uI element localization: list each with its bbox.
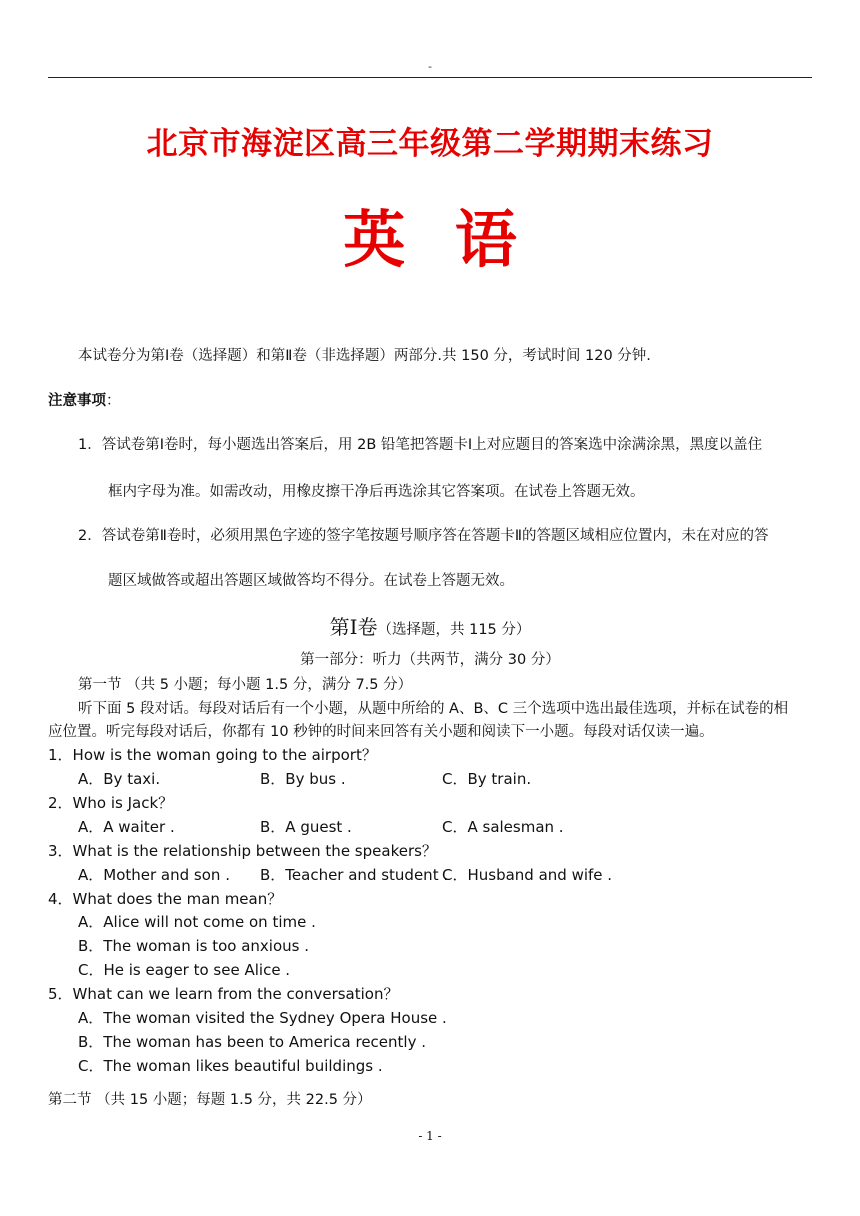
question-2-option-b: B．A guest . <box>260 818 352 836</box>
question-4-option-a: A．Alice will not come on time . <box>78 913 316 931</box>
exam-title: 北京市海淀区高三年级第二学期期末练习 <box>146 126 714 162</box>
volume-sub: （选择题，共 115 分） <box>377 622 531 638</box>
volume-main: 第Ⅰ卷 <box>329 615 378 639</box>
question-5: 5．What can we learn from the conversation？ <box>48 985 399 1003</box>
question-2-option-a: A．A waiter . <box>78 818 175 836</box>
question-4: 4．What does the man mean？ <box>48 890 283 908</box>
question-3: 3．What is the relationship between the speakers？ <box>48 842 437 860</box>
question-4-option-b: B．The woman is too anxious . <box>78 937 310 955</box>
notice-heading: 注意事项 <box>48 393 106 409</box>
question-3-option-c: C．Husband and wife . <box>442 866 613 884</box>
question-2: 2．Who is Jack？ <box>48 794 174 812</box>
question-4-option-c: C．He is eager to see Alice . <box>78 961 291 979</box>
section-1-instruction-line-2: 应位置。听完每段对话后，你都有 10 秒钟的时间来回答有关小题和阅读下一小题。每段对话仅读一遍。 <box>48 724 714 740</box>
notice-item-1-line-2: 框内字母为准。如需改动，用橡皮擦干净后再选涂其它答案项。在试卷上答题无效。 <box>108 484 645 500</box>
question-5-option-c: C．The woman likes beautiful buildings . <box>78 1057 383 1075</box>
notice-item-1-line-1: 1．答试卷第Ⅰ卷时，每小题选出答案后，用 2B 铅笔把答题卡Ⅰ上对应题目的答案选中涂满涂黑，黑度以盖住 <box>78 437 763 453</box>
notice-item-2-line-1: 2．答试卷第Ⅱ卷时，必须用黑色字迹的签字笔按题号顺序答在答题卡Ⅱ的答题区域相应位置内，未在对应的答 <box>78 528 769 544</box>
exam-subject: 英 语 <box>343 203 517 276</box>
question-2-option-c: C．A salesman . <box>442 818 564 836</box>
volume-title <box>0 611 860 640</box>
question-3-option-b: B．Teacher and student . <box>260 866 449 884</box>
question-3-option-a: A．Mother and son . <box>78 866 230 884</box>
question-1: 1．How is the woman going to the airport？ <box>48 746 377 764</box>
header-rule <box>48 77 812 78</box>
question-1-option-a: A．By taxi. <box>78 770 161 788</box>
question-1-option-c: C．By train. <box>442 770 532 788</box>
question-5-option-b: B．The woman has been to America recently . <box>78 1033 426 1051</box>
notice-item-2-line-2: 题区域做答或超出答题区域做答均不得分。在试卷上答题无效。 <box>108 573 514 589</box>
question-5-option-a: A．The woman visited the Sydney Opera House . <box>78 1009 447 1027</box>
section-1-instruction-line-1: 听下面 5 段对话。每段对话后有一个小题，从题中所给的 A、B、C 三个选项中选出最佳选项，并标在试卷的相 <box>78 701 789 717</box>
notice-heading-line <box>48 389 121 410</box>
intro-text: 本试卷分为第Ⅰ卷（选择题）和第Ⅱ卷（非选择题）两部分.共 150 分，考试时间 120 分钟. <box>78 348 651 364</box>
part-title: 第一部分：听力（共两节，满分 30 分） <box>300 652 560 668</box>
notice-colon: ： <box>106 393 121 409</box>
header-mark: - <box>428 60 432 73</box>
section-2-heading: 第二节 （共 15 小题；每题 1.5 分，共 22.5 分） <box>48 1092 372 1108</box>
question-1-option-b: B．By bus . <box>260 770 346 788</box>
section-1-heading: 第一节 （共 5 小题；每小题 1.5 分，满分 7.5 分） <box>78 677 413 693</box>
page-number: - 1 - <box>418 1129 442 1143</box>
